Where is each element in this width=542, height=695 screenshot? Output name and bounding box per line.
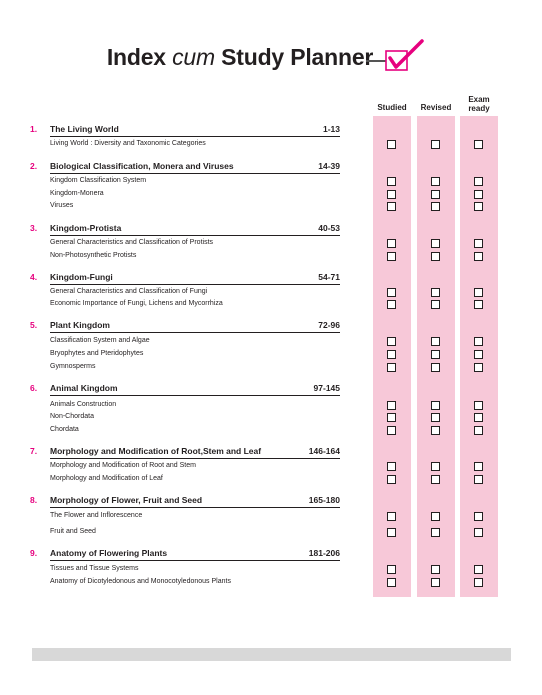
checkmark-logo-icon — [366, 38, 430, 78]
studied-header: Studied — [377, 103, 407, 112]
exam-ready-checkbox[interactable] — [474, 565, 483, 574]
exam-header-line-1: Exam — [468, 95, 490, 104]
revised-checkbox[interactable] — [431, 363, 440, 372]
topic-item: Viruses — [50, 202, 74, 209]
exam-ready-checkbox[interactable] — [474, 239, 483, 248]
topic-item: Economic Importance of Fungi, Lichens and Mycorrhiza — [50, 300, 223, 307]
chapter-name: Morphology of Flower, Fruit and Seed — [50, 495, 203, 505]
studied-checkbox[interactable] — [387, 252, 396, 261]
revised-checkbox[interactable] — [431, 475, 440, 484]
topic-item: General Characteristics and Classification of Fungi — [50, 288, 208, 295]
studied-checkbox[interactable] — [387, 337, 396, 346]
exam-ready-checkbox[interactable] — [474, 190, 483, 199]
chapter-name: Morphology and Modification of Root,Stem and Leaf — [50, 446, 262, 456]
studied-checkbox[interactable] — [387, 202, 396, 211]
studied-checkbox[interactable] — [387, 140, 396, 149]
exam-ready-checkbox[interactable] — [474, 140, 483, 149]
revised-checkbox[interactable] — [431, 528, 440, 537]
chapter-title — [30, 223, 121, 233]
revised-checkbox[interactable] — [431, 413, 440, 422]
studied-checkbox[interactable] — [387, 413, 396, 422]
exam-ready-checkbox[interactable] — [474, 202, 483, 211]
exam-ready-checkbox[interactable] — [474, 512, 483, 521]
exam-ready-checkbox[interactable] — [474, 300, 483, 309]
chapter-title — [30, 548, 167, 558]
chapter-number: 4. — [30, 272, 38, 282]
revised-checkbox[interactable] — [431, 578, 440, 587]
studied-checkbox[interactable] — [387, 300, 396, 309]
chapter-title — [30, 124, 119, 134]
chapter-divider — [50, 332, 340, 333]
chapter-pages: 146-164 — [308, 446, 340, 456]
topic-item: General Characteristics and Classification of Protists — [50, 239, 214, 246]
studied-checkbox[interactable] — [387, 177, 396, 186]
chapter-title — [30, 272, 113, 282]
exam-ready-checkbox[interactable] — [474, 475, 483, 484]
revised-checkbox[interactable] — [431, 252, 440, 261]
chapter-pages: 40-53 — [318, 223, 340, 233]
studied-checkbox[interactable] — [387, 565, 396, 574]
revised-checkbox[interactable] — [431, 565, 440, 574]
chapter-name: Plant Kingdom — [50, 320, 110, 330]
footer-bar — [32, 648, 511, 661]
topic-item: Classification System and Algae — [50, 337, 150, 344]
exam-ready-checkbox[interactable] — [474, 462, 483, 471]
topic-item: Animals Construction — [50, 401, 117, 408]
chapter-title — [30, 320, 110, 330]
chapter-pages: 1-13 — [322, 124, 340, 134]
topic-item: Non-Photosynthetic Protists — [50, 252, 137, 259]
chapter-pages: 181-206 — [308, 548, 340, 558]
chapter-divider — [50, 173, 340, 174]
topic-item: The Flower and Inflorescence — [50, 512, 143, 519]
revised-checkbox[interactable] — [431, 140, 440, 149]
revised-checkbox[interactable] — [431, 350, 440, 359]
revised-checkbox[interactable] — [431, 300, 440, 309]
studied-checkbox[interactable] — [387, 401, 396, 410]
chapter-title — [30, 161, 234, 171]
topic-item: Morphology and Modification of Root and Stem — [50, 462, 196, 469]
chapter-divider — [50, 284, 340, 285]
chapter-title — [30, 446, 261, 456]
chapter-number: 7. — [30, 446, 38, 456]
chapter-number: 5. — [30, 320, 38, 330]
revised-checkbox[interactable] — [431, 288, 440, 297]
exam-ready-checkbox[interactable] — [474, 337, 483, 346]
topic-item: Chordata — [50, 426, 79, 433]
chapter-number: 2. — [30, 161, 38, 171]
chapter-divider — [50, 235, 340, 236]
studied-checkbox[interactable] — [387, 512, 396, 521]
chapter-title — [30, 495, 202, 505]
exam-ready-checkbox[interactable] — [474, 528, 483, 537]
chapter-pages: 97-145 — [313, 383, 340, 393]
topic-item: Living World : Diversity and Taxonomic Categories — [50, 140, 206, 147]
topic-item: Anatomy of Dicotyledonous and Monocotyledonous Plants — [50, 578, 231, 585]
topic-item: Morphology and Modification of Leaf — [50, 475, 163, 482]
topic-item: Fruit and Seed — [50, 528, 96, 535]
studied-checkbox[interactable] — [387, 239, 396, 248]
revised-checkbox[interactable] — [431, 202, 440, 211]
topic-item: Gymnosperms — [50, 363, 96, 370]
chapter-divider — [50, 507, 340, 508]
revised-checkbox[interactable] — [431, 512, 440, 521]
studied-checkbox[interactable] — [387, 578, 396, 587]
chapter-name: Kingdom-Fungi — [50, 272, 113, 282]
exam-ready-checkbox[interactable] — [474, 177, 483, 186]
chapter-pages: 165-180 — [308, 495, 340, 505]
topic-item: Kingdom Classification System — [50, 177, 147, 184]
exam-ready-checkbox[interactable] — [474, 350, 483, 359]
chapter-number: 1. — [30, 124, 38, 134]
topic-item: Non-Chordata — [50, 413, 94, 420]
chapter-divider — [50, 395, 340, 396]
studied-checkbox[interactable] — [387, 350, 396, 359]
title-part-2: Study Planner — [214, 44, 374, 70]
revised-checkbox[interactable] — [431, 177, 440, 186]
chapter-name: Biological Classification, Monera and Viruses — [50, 161, 234, 171]
revised-checkbox[interactable] — [431, 239, 440, 248]
exam-ready-checkbox[interactable] — [474, 578, 483, 587]
chapter-number: 8. — [30, 495, 38, 505]
chapter-pages: 72-96 — [318, 320, 340, 330]
chapter-divider — [50, 136, 340, 137]
exam-ready-checkbox[interactable] — [474, 363, 483, 372]
chapter-number: 9. — [30, 548, 38, 558]
revised-checkbox[interactable] — [431, 401, 440, 410]
chapter-name: The Living World — [50, 124, 119, 134]
revised-checkbox[interactable] — [431, 426, 440, 435]
revised-checkbox[interactable] — [431, 337, 440, 346]
studied-checkbox[interactable] — [387, 426, 396, 435]
studied-checkbox[interactable] — [387, 288, 396, 297]
exam-ready-checkbox[interactable] — [474, 413, 483, 422]
topic-item: Kingdom-Monera — [50, 190, 104, 197]
chapter-pages: 54-71 — [318, 272, 340, 282]
chapter-name: Animal Kingdom — [50, 383, 118, 393]
chapter-number: 6. — [30, 383, 38, 393]
chapter-number: 3. — [30, 223, 38, 233]
revised-checkbox[interactable] — [431, 462, 440, 471]
studied-checkbox[interactable] — [387, 190, 396, 199]
chapter-name: Anatomy of Flowering Plants — [50, 548, 168, 558]
exam-header-line-2: ready — [468, 104, 490, 113]
studied-checkbox[interactable] — [387, 462, 396, 471]
chapter-divider — [50, 458, 340, 459]
chapter-title — [30, 383, 118, 393]
chapter-pages: 14-39 — [318, 161, 340, 171]
exam-ready-checkbox[interactable] — [474, 288, 483, 297]
revised-header: Revised — [420, 103, 452, 112]
studied-checkbox[interactable] — [387, 475, 396, 484]
title-part-1: Index — [106, 44, 173, 70]
topic-item: Bryophytes and Pteridophytes — [50, 350, 144, 357]
title-italic: cum — [172, 44, 215, 70]
chapter-divider — [50, 560, 340, 561]
exam-ready-header — [457, 95, 501, 113]
studied-checkbox[interactable] — [387, 363, 396, 372]
studied-checkbox[interactable] — [387, 528, 396, 537]
chapter-name: Kingdom-Protista — [50, 223, 122, 233]
exam-ready-checkbox[interactable] — [474, 426, 483, 435]
exam-ready-checkbox[interactable] — [474, 252, 483, 261]
exam-ready-checkbox[interactable] — [474, 401, 483, 410]
revised-checkbox[interactable] — [431, 190, 440, 199]
topic-item: Tissues and Tissue Systems — [50, 565, 139, 572]
